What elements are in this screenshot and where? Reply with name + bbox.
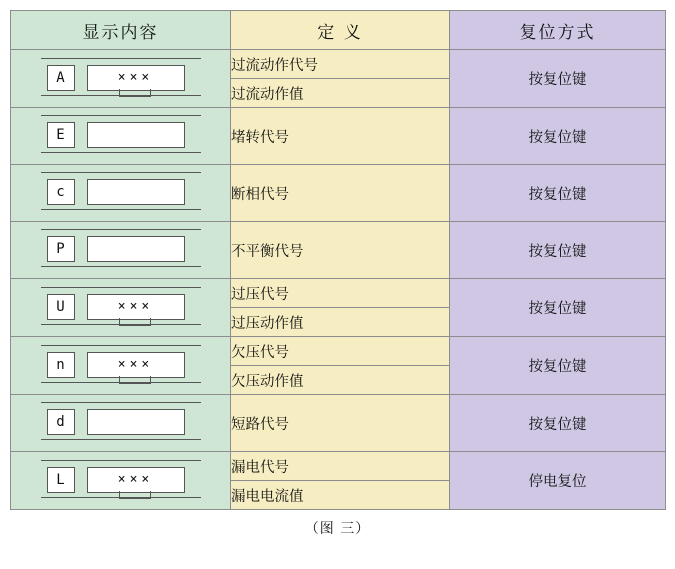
display-bottom-line	[41, 152, 201, 153]
display-top-line	[41, 402, 201, 403]
display-value-box	[87, 179, 185, 205]
table-row	[11, 395, 666, 452]
display-cell	[11, 337, 231, 395]
display-cell	[11, 108, 231, 165]
display-cell	[11, 222, 231, 279]
display-cell	[11, 452, 231, 510]
display-bottom-line	[41, 382, 201, 383]
table-row	[11, 165, 666, 222]
display-bottom-line	[41, 209, 201, 210]
display-top-line	[41, 345, 201, 346]
lcd-display-graphic	[41, 400, 201, 442]
table-row	[11, 50, 666, 79]
reset-cell: 按复位键	[450, 395, 666, 452]
lcd-display-graphic	[41, 285, 201, 327]
display-code-box: n	[47, 352, 75, 378]
display-bottom-line	[41, 266, 201, 267]
reset-cell: 按复位键	[450, 222, 666, 279]
figure-page	[0, 10, 675, 569]
display-top-line	[41, 58, 201, 59]
reset-cell: 停电复位	[450, 452, 666, 510]
definition-cell: 过压动作值	[231, 308, 450, 337]
display-top-line	[41, 229, 201, 230]
display-top-line	[41, 115, 201, 116]
display-code-table	[10, 10, 666, 510]
table-row	[11, 108, 666, 165]
display-top-line	[41, 460, 201, 461]
display-bottom-line	[41, 439, 201, 440]
lcd-display-graphic	[41, 56, 201, 98]
reset-cell: 按复位键	[450, 50, 666, 108]
display-value-box	[87, 409, 185, 435]
lcd-display-graphic	[41, 458, 201, 500]
lcd-display-graphic	[41, 113, 201, 155]
definition-cell: 过流动作代号	[231, 50, 450, 79]
table-header-row	[11, 11, 666, 50]
display-bottom-line	[41, 324, 201, 325]
definition-cell: 过流动作值	[231, 79, 450, 108]
display-code-box: P	[47, 236, 75, 262]
display-value-box: ×××	[87, 467, 185, 493]
lcd-display-graphic	[41, 227, 201, 269]
display-code-box: U	[47, 294, 75, 320]
display-value-box	[87, 236, 185, 262]
display-top-line	[41, 172, 201, 173]
definition-cell: 欠压动作值	[231, 366, 450, 395]
definition-cell: 欠压代号	[231, 337, 450, 366]
reset-cell: 按复位键	[450, 165, 666, 222]
display-value-box: ×××	[87, 294, 185, 320]
display-code-box: A	[47, 65, 75, 91]
display-code-box: E	[47, 122, 75, 148]
lcd-display-graphic	[41, 343, 201, 385]
reset-cell: 按复位键	[450, 337, 666, 395]
display-code-box: c	[47, 179, 75, 205]
definition-cell: 堵转代号	[231, 108, 450, 165]
definition-cell: 短路代号	[231, 395, 450, 452]
lcd-display-graphic	[41, 170, 201, 212]
table-row	[11, 337, 666, 366]
display-bottom-line	[41, 95, 201, 96]
definition-cell: 过压代号	[231, 279, 450, 308]
reset-cell: 按复位键	[450, 108, 666, 165]
display-code-box: d	[47, 409, 75, 435]
display-value-box	[87, 122, 185, 148]
definition-cell: 断相代号	[231, 165, 450, 222]
table-row	[11, 222, 666, 279]
display-cell	[11, 395, 231, 452]
display-value-box: ×××	[87, 65, 185, 91]
display-cell	[11, 279, 231, 337]
figure-caption: （图 三）	[304, 521, 371, 537]
table-row	[11, 279, 666, 308]
display-code-box: L	[47, 467, 75, 493]
display-top-line	[41, 287, 201, 288]
definition-cell: 漏电电流值	[231, 481, 450, 510]
header-display: 显示内容	[11, 11, 231, 50]
definition-cell: 不平衡代号	[231, 222, 450, 279]
table-row	[11, 452, 666, 481]
reset-cell: 按复位键	[450, 279, 666, 337]
definition-cell: 漏电代号	[231, 452, 450, 481]
display-cell	[11, 165, 231, 222]
display-cell	[11, 50, 231, 108]
header-definition: 定 义	[231, 11, 450, 50]
display-bottom-line	[41, 497, 201, 498]
display-value-box: ×××	[87, 352, 185, 378]
header-reset: 复位方式	[450, 11, 666, 50]
